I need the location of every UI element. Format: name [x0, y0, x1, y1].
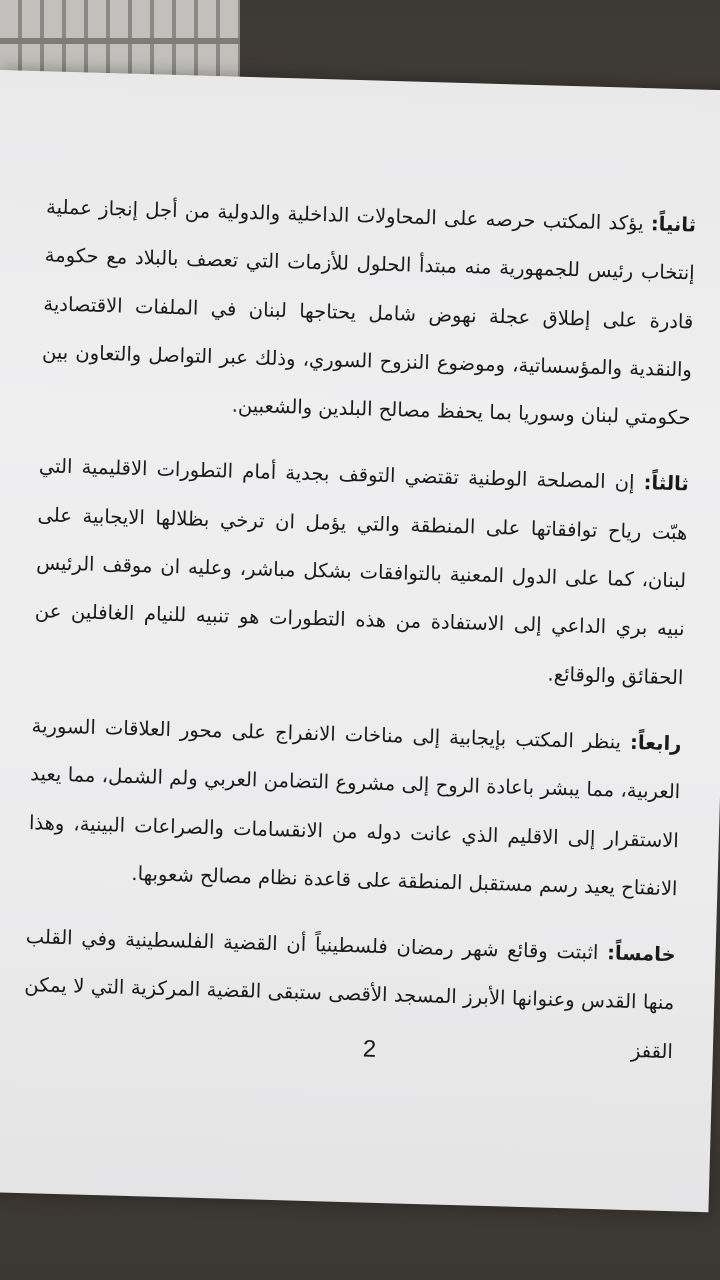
paragraph-text: يؤكد المكتب حرصه على المحاولات الداخلية والدولية من أجل إنجاز عملية إنتخاب رئيس للجمهورية منه مبتدأ الحلول للأزمات التي تعصف بالبلاد مع حكومة قادرة على إطلاق عجلة نهوض شامل يحتاجها لبنان في الملفات الاقتصادية والنقدية والمؤسساتية، وموضوع النزوح السوري، وذلك عبر التواصل والتعاون بين حكومتي لبنان وسوريا بما يحفظ مصالح البلدين والشعبين. — [41, 195, 695, 430]
document-page — [0, 70, 720, 1212]
paragraph-lead: ثالثاً: — [643, 471, 690, 496]
paragraph-lead: خامساً: — [606, 941, 676, 967]
paragraph-fourth — [27, 702, 682, 913]
paragraph-lead: ثانياً: — [650, 212, 697, 237]
paragraph-fifth — [22, 913, 676, 1076]
paragraph-text: اثبتت وقائع شهر رمضان فلسطينياً أن القضية الفلسطينية وفي القلب منها القدس وعنوانها الأبرز المسجد الأقصى ستبقى القضية المركزية التي لا يمكن القفز — [24, 925, 675, 1063]
document-body — [22, 183, 696, 1076]
paragraph-text: ينظر المكتب بإيجابية إلى مناخات الانفراج على محور العلاقات السورية العربية، مما يبشر باعادة الروح إلى مشروع التضامن العربي ولم الشمل، مما يعيد الاستقرار إلى الاقليم الذي عانت دوله من الانقسامات والصراعات البينية، وهذا الانفتاح يعيد رسم مستقبل المنطقة على قاعدة نظام مصالح شعوبها. — [28, 714, 681, 901]
paragraph-third — [33, 443, 689, 703]
paragraph-second — [40, 183, 696, 443]
paragraph-lead: رابعاً: — [629, 730, 682, 756]
paragraph-text: إن المصلحة الوطنية تقتضي التوقف بجدية أمام التطورات الاقليمية التي هبّت رياح توافقاتها على المنطقة والتي يؤمل ان ترخي بظلالها الايجابية على لبنان، كما على الدول المعنية بالتوافقات بشكل مباشر، وعليه ان موقف الرئيس نبيه بري الداعي إلى الاستفادة من هذه التطورات هو تنبيه للنيام الغافلين عن الحقائق والوقائع. — [34, 454, 688, 689]
background-window — [0, 0, 240, 80]
page-number: 2 — [362, 1035, 377, 1063]
